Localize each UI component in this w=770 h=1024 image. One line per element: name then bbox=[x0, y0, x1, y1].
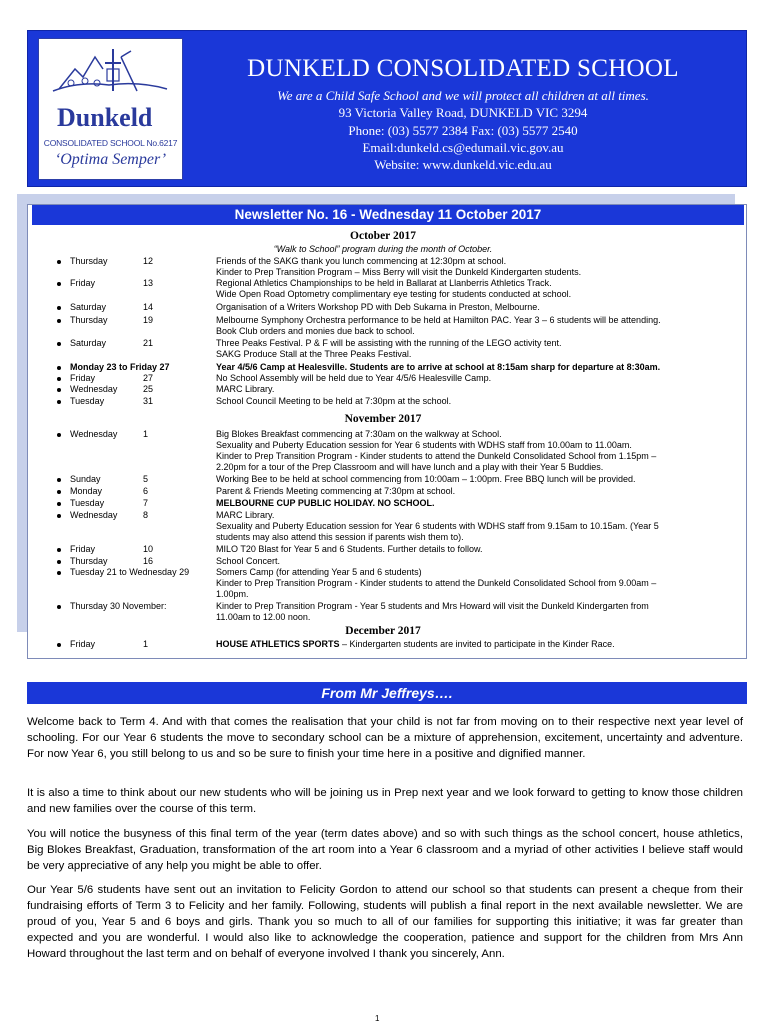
event-details bbox=[216, 510, 741, 543]
event-details bbox=[216, 474, 741, 485]
event-line: Kinder to Prep Transition Program - Kinder students to attend the Dunkeld Consolidated School from 1.15pm – bbox=[216, 451, 657, 461]
page-number: 1 bbox=[375, 1014, 380, 1023]
month-heading: December 2017 bbox=[345, 625, 421, 637]
bullet-icon bbox=[57, 433, 61, 437]
event-line: Three Peaks Festival. P & F will be assisting with the running of the LEGO activity tent. bbox=[216, 338, 562, 348]
event-date: 16 bbox=[143, 556, 154, 566]
event-day: Friday bbox=[70, 544, 96, 554]
bullet-icon bbox=[57, 605, 61, 609]
event-details bbox=[216, 256, 741, 278]
event-line: Parent & Friends Meeting commencing at 7:30pm at school. bbox=[216, 486, 456, 496]
event-line: Book Club orders and monies due back to school. bbox=[216, 326, 415, 336]
event-details bbox=[216, 567, 741, 600]
event-line: School Council Meeting to be held at 7:30pm at the school. bbox=[216, 396, 452, 406]
calendar-box bbox=[27, 204, 747, 659]
bullet-icon bbox=[57, 514, 61, 518]
logo-motto: ‘Optima Semper’ bbox=[54, 151, 167, 168]
website[interactable]: Website: www.dunkeld.vic.edu.au bbox=[374, 157, 552, 172]
bullet-icon bbox=[57, 388, 61, 392]
logo-name: Dunkeld bbox=[57, 103, 153, 132]
event-details bbox=[216, 601, 741, 623]
event-line: Organisation of a Writers Workshop PD with Deb Sukarna in Preston, Melbourne. bbox=[216, 302, 540, 312]
event-details bbox=[216, 639, 741, 650]
event-details bbox=[216, 556, 741, 567]
bullet-icon bbox=[57, 366, 61, 370]
tagline: We are a Child Safe School and we will protect all children at all times. bbox=[277, 88, 649, 103]
event-day: Thursday bbox=[70, 315, 108, 325]
event-line: SAKG Produce Stall at the Three Peaks Festival. bbox=[216, 349, 412, 359]
bullet-icon bbox=[57, 306, 61, 310]
paragraph: Welcome back to Term 4. And with that comes the realisation that your child is not far from moving on to their respective next year level of schooling. For our Year 6 students the move to secondary school can be a mixture of apprehension, excitement, uncertainty and adventure. For now Year 6, you still belong to us and so be sure to finish your time here in a positive and dignified manner. bbox=[27, 716, 743, 760]
bullet-icon bbox=[57, 478, 61, 482]
bullet-icon bbox=[57, 282, 61, 286]
event-day: Monday 23 to Friday 27 bbox=[70, 362, 170, 372]
event-day: Saturday bbox=[70, 338, 107, 348]
email[interactable]: Email:dunkeld.cs@edumail.vic.gov.au bbox=[362, 140, 564, 155]
event-date: 21 bbox=[143, 338, 154, 348]
event-details bbox=[216, 278, 741, 300]
bullet-icon bbox=[57, 560, 61, 564]
event-highlight: HOUSE ATHLETICS SPORTS bbox=[216, 639, 340, 649]
event-details bbox=[216, 338, 741, 360]
bullet-icon bbox=[57, 502, 61, 506]
event-line: Sexuality and Puberty Education session for Year 6 students with WDHS staff from 10.00am to 11.00am. bbox=[216, 440, 632, 450]
event-details bbox=[216, 396, 741, 407]
event-details bbox=[216, 362, 741, 373]
event-day: Wednesday bbox=[70, 429, 118, 439]
event-day: Sunday bbox=[70, 474, 101, 484]
section-title: From Mr Jeffreys…. bbox=[27, 682, 747, 704]
event-date: 10 bbox=[143, 544, 154, 554]
event-line: MELBOURNE CUP PUBLIC HOLIDAY. NO SCHOOL. bbox=[216, 498, 435, 508]
school-header bbox=[27, 30, 747, 187]
event-line: MARC Library. bbox=[216, 510, 275, 520]
event-details bbox=[216, 373, 741, 384]
school-name: DUNKELD CONSOLIDATED SCHOOL bbox=[247, 55, 679, 82]
event-day: Wednesday bbox=[70, 510, 118, 520]
event-day: Friday bbox=[70, 639, 96, 649]
event-day: Friday bbox=[70, 373, 96, 383]
event-text: – Kindergarten students are invited to participate in the Kinder Race. bbox=[339, 639, 615, 649]
event-date: 1 bbox=[143, 639, 149, 649]
event-line: Regional Athletics Championships to be held in Ballarat at Llanberris Athletics Track. bbox=[216, 278, 552, 288]
event-date: 31 bbox=[143, 396, 154, 406]
event-line: Year 4/5/6 Camp at Healesville. Students are to arrive at school at 8:15am sharp for departure at 8:30am. bbox=[216, 362, 661, 372]
event-date: 7 bbox=[143, 498, 149, 508]
event-date: 12 bbox=[143, 256, 154, 266]
event-date: 8 bbox=[143, 510, 149, 520]
event-day: Tuesday bbox=[70, 396, 105, 406]
event-details bbox=[216, 544, 741, 555]
event-line: School Concert. bbox=[216, 556, 281, 566]
event-line: Wide Open Road Optometry complimentary eye testing for students conducted at school. bbox=[216, 289, 572, 299]
event-date: 25 bbox=[143, 384, 154, 394]
october-intro: “Walk to School” program during the month of October. bbox=[273, 244, 493, 254]
event-date: 1 bbox=[143, 429, 149, 439]
month-heading: November 2017 bbox=[344, 413, 422, 425]
event-details bbox=[216, 486, 741, 497]
bullet-icon bbox=[57, 319, 61, 323]
bullet-icon bbox=[57, 548, 61, 552]
event-day: Saturday bbox=[70, 302, 107, 312]
event-details bbox=[216, 384, 741, 395]
event-date: 5 bbox=[143, 474, 149, 484]
event-line: MARC Library. bbox=[216, 384, 275, 394]
school-logo bbox=[38, 38, 183, 180]
event-day: Thursday bbox=[70, 256, 108, 266]
event-line: Big Blokes Breakfast commencing at 7:30am on the walkway at School. bbox=[216, 429, 502, 439]
bullet-icon bbox=[57, 342, 61, 346]
event-details bbox=[216, 429, 741, 473]
bullet-icon bbox=[57, 377, 61, 381]
event-details bbox=[216, 498, 741, 509]
event-date: 27 bbox=[143, 373, 154, 383]
event-line: Sexuality and Puberty Education session for Year 6 students with WDHS staff from 9.15am to 10.15am. (Year 5 bbox=[216, 521, 659, 531]
logo-subtitle: CONSOLIDATED SCHOOL No.6217 bbox=[43, 138, 178, 148]
address: 93 Victoria Valley Road, DUNKELD VIC 3294 bbox=[338, 105, 588, 120]
event-day: Tuesday bbox=[70, 498, 105, 508]
event-details bbox=[216, 315, 741, 337]
phone-fax: Phone: (03) 5577 2384 Fax: (03) 5577 2540 bbox=[348, 123, 578, 138]
paragraph: Our Year 5/6 students have sent out an invitation to Felicity Gordon to attend our school so that students can present a cheque from their fundraising efforts of Term 3 to Felicity and her family. Following, students will publish a final report in the next available newsletter. We are proud of you, Year 5 and 6 boys and girls. Thank you so much to all of our families for supporting this initiative; it was far greater than expected and you are wonderful. I would also like to acknowledge the cooperation, patience and support for the children from Mrs Ann Howard throughout the last term and on behalf of everyone involved I thank you sincerely, Ann. bbox=[27, 884, 743, 960]
event-line: Kinder to Prep Transition Program - Kinder students to attend the Dunkeld Consolidated School from 9.00am – bbox=[216, 578, 657, 588]
event-day: Wednesday bbox=[70, 384, 118, 394]
event-date: 19 bbox=[143, 315, 154, 325]
newsletter-title: Newsletter No. 16 - Wednesday 11 October 2017 bbox=[32, 205, 744, 225]
event-line bbox=[216, 639, 741, 650]
event-line: No School Assembly will be held due to Year 4/5/6 Healesville Camp. bbox=[216, 373, 492, 383]
paragraph: You will notice the busyness of this final term of the year (term dates above) and so with such things as the school concert, house athletics, Big Blokes Breakfast, Graduation, transformation of the art room into a Year 6 classroom and a myriad of other activities I believe staff would be very appreciative of any help you might be able to offer. bbox=[27, 828, 743, 872]
paragraph: It is also a time to think about our new students who will be joining us in Prep next year and we look forward to getting to know those children and new families over the course of this term. bbox=[27, 787, 743, 815]
event-day: Friday bbox=[70, 278, 96, 288]
event-line: Working Bee to be held at school commencing from 10:00am – 1:00pm. Free BBQ lunch will be provided. bbox=[216, 474, 636, 484]
event-day: Monday bbox=[70, 486, 103, 496]
event-line: Friends of the SAKG thank you lunch commencing at 12:30pm at school. bbox=[216, 256, 507, 266]
bullet-icon bbox=[57, 643, 61, 647]
event-line: MILO T20 Blast for Year 5 and 6 Students. Further details to follow. bbox=[216, 544, 483, 554]
event-line: Kinder to Prep Transition Program – Miss Berry will visit the Dunkeld Kindergarten students. bbox=[216, 267, 582, 277]
event-line: Kinder to Prep Transition Program - Year 5 students and Mrs Howard will visit the Dunkeld Kindergarten from bbox=[216, 601, 649, 611]
event-details bbox=[216, 302, 741, 313]
event-line: 2.20pm for a tour of the Prep Classroom and will have lunch and a play with their Year 5 Buddies. bbox=[216, 462, 604, 472]
event-date: 6 bbox=[143, 486, 149, 496]
event-date: 14 bbox=[143, 302, 154, 312]
bullet-icon bbox=[57, 400, 61, 404]
bullet-icon bbox=[57, 260, 61, 264]
event-day: Thursday 30 November: bbox=[70, 601, 167, 611]
event-day: Tuesday 21 to Wednesday 29 bbox=[70, 567, 190, 577]
event-line: Somers Camp (for attending Year 5 and 6 students) bbox=[216, 567, 422, 577]
event-line: 11.00am to 12.00 noon. bbox=[216, 612, 311, 622]
event-line: 1.00pm. bbox=[216, 589, 249, 599]
bullet-icon bbox=[57, 490, 61, 494]
event-line: students may also attend this session if parents wish them to). bbox=[216, 532, 464, 542]
event-line: Melbourne Symphony Orchestra performance to be held at Hamilton PAC. Year 3 – 6 students will be attending. bbox=[216, 315, 661, 325]
event-date: 13 bbox=[143, 278, 154, 288]
event-day: Thursday bbox=[70, 556, 108, 566]
bullet-icon bbox=[57, 571, 61, 575]
month-heading: October 2017 bbox=[350, 230, 416, 242]
